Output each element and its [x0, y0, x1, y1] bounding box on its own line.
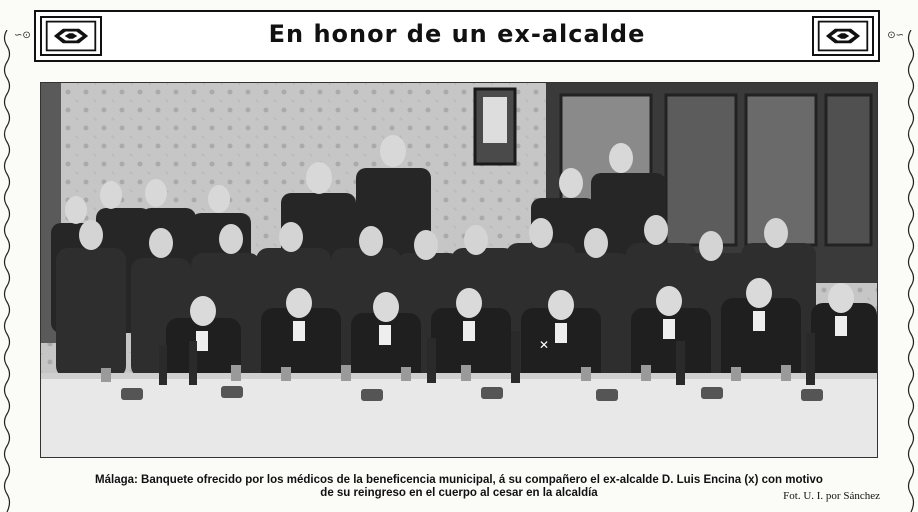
- svg-text:✕: ✕: [539, 338, 550, 352]
- ornamental-emblem-icon: [812, 16, 874, 56]
- caption-line-2: de su reingreso en el cuerpo al cesar en la alcaldía: [320, 487, 598, 499]
- caption-line-1: Málaga: Banquete ofrecido por los médicos de la beneficencia municipal, á su compañero el ex-alcalde D. Luis Encina (x) con motivo: [95, 474, 823, 486]
- photo-credit: Fot. U. I. por Sánchez: [783, 490, 880, 502]
- header-banner: [34, 10, 880, 62]
- ornament-swirl-right-icon: ⊙∽: [887, 30, 904, 41]
- wavy-border-left: [0, 30, 14, 512]
- wavy-border-right: [904, 30, 918, 512]
- ornament-swirl-left-icon: ∽⊙: [14, 30, 31, 41]
- page-title: En honor de un ex-alcalde: [268, 20, 646, 48]
- banquet-photograph: [40, 82, 878, 458]
- photo-caption: [30, 474, 888, 500]
